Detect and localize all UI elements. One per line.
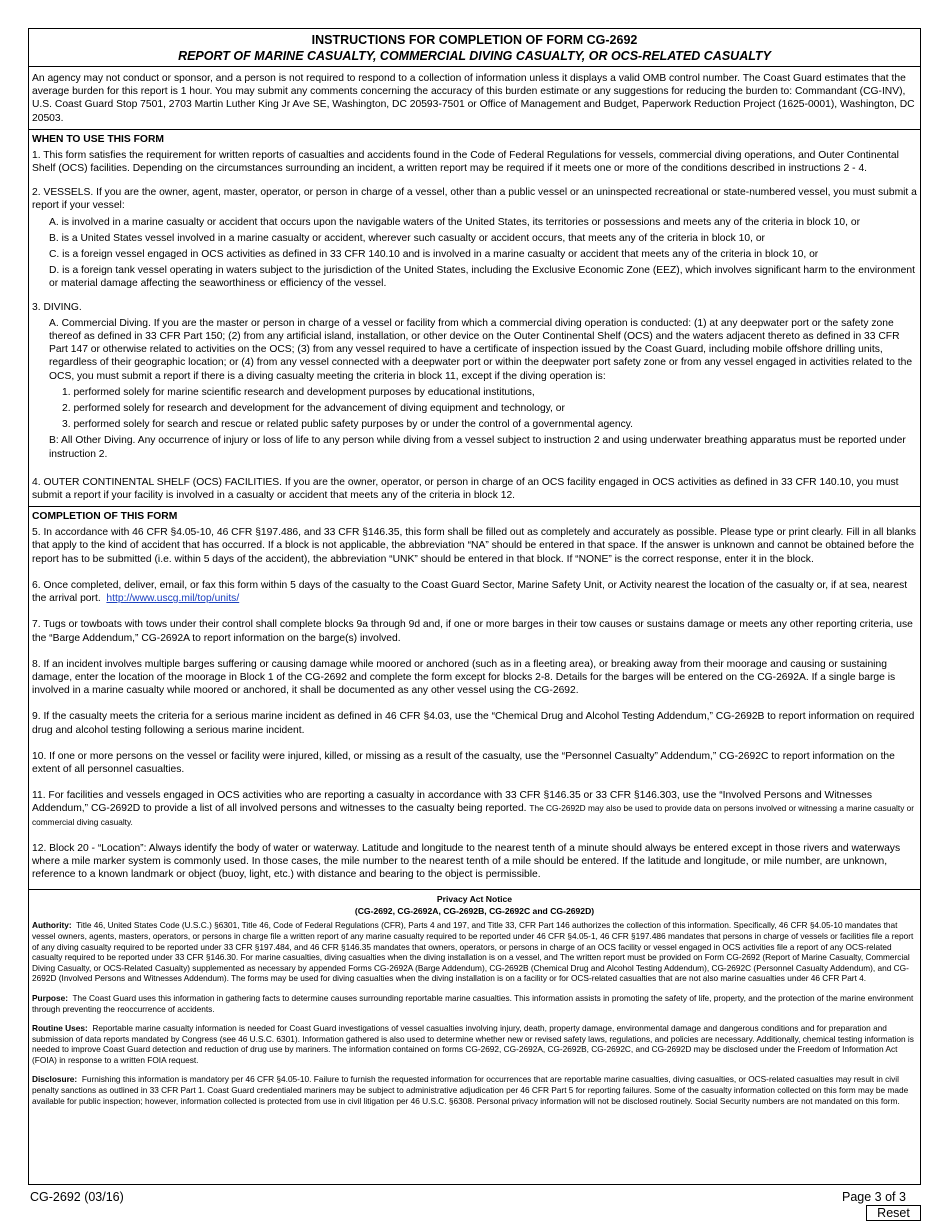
instruction-11-note: The CG-2692D may also be used to provide data on persons involved or witnessing a marine casualty or commercial diving casualty.	[32, 803, 915, 827]
form-subtitle: REPORT OF MARINE CASUALTY, COMMERCIAL DIVING CASUALTY, OR OCS-RELATED CASUALTY	[178, 49, 771, 63]
reset-button[interactable]: Reset	[866, 1205, 921, 1221]
privacy-title: Privacy Act Notice	[436, 894, 513, 905]
instruction-4: 4. OUTER CONTINENTAL SHELF (OCS) FACILITIES. If you are the owner, operator, or person in charge of an OCS facility engaged in OCS activities as defined in 33 CFR 140.10, you must submit a report if your facility is involved in a casualty or accident that meets any of the criteria in block 12.	[32, 476, 899, 502]
completion-section	[29, 507, 920, 890]
instruction-5: 5. In accordance with 46 CFR §4.05-10, 46 CFR §197.486, and 33 CFR §146.35, this form shall be filled out as completely and accurately as possible. Please type or print clearly. Fill in all blanks that apply to the kind of accident that has occurred. If a block is not applicable, the abbreviation “NA” should be entered in that space. If the answer is unknown and cannot be obtained before the report has to be submitted (i.e. within 5 days of the accident), the abbreviation “UNK” should be entered in that block. If “NONE” is the correct response, enter it in the block.	[32, 527, 917, 565]
instruction-11: 11. For facilities and vessels engaged in OCS activities who are reporting a casualty in accordance with 33 CFR §146.35 or 33 CFR §146.303, use the “Involved Persons and Witnesses Addendum,” CG-2692D to provide a list of all involved persons and witnesses to the casualty being reported. The CG-2692D may also be used to provide data on persons involved or witnessing a marine casualty or commercial diving casualty.	[32, 790, 915, 827]
units-link[interactable]: http://www.uscg.mil/top/units/	[106, 593, 240, 605]
when-section	[29, 130, 920, 507]
when-heading: WHEN TO USE THIS FORM	[32, 133, 164, 145]
instruction-10: 10. If one or more persons on the vessel or facility were injured, killed, or missing as a result of the casualty, use the “Personnel Casualty” Addendum,” CG-2692C to report information on the extent of all personnel casualties.	[32, 750, 895, 775]
instruction-6: 6. Once completed, deliver, email, or fax this form within 5 days of the casualty to the Coast Guard Sector, Marine Safety Unit, or Activity nearest the location of the casualty or, if at sea, nearest the arrival port. http://www.uscg.mil/top/units/	[32, 579, 908, 605]
instruction-12: 12. Block 20 - “Location”: Always identify the body of water or waterway. Latitude and longitude to the nearest tenth of a minute should always be entered except in those rivers and waterways where a mile marker system is commonly used. In those cases, the mile number to the nearest tenth of a mile should be entered. If the latitude and longitude, or mile number, are unknown, reference to a known landmark or object (buoy, light, etc.) with distance and bearing to the object is permissible.	[32, 842, 901, 881]
privacy-authority: Authority: Title 46, United States Code (U.S.C.) §6301, Title 46, Code of Federal Regulations (CFR), Parts 4 and 197, and Title 33, CFR Part 146 authorizes the collection of this information. Specifically, 46 CFR §4.05-10 mandates that vessel owners, agents, masters, operators, or persons in charge file a written report of any marine casualty required to be reported under 46 CFR §4.05-1, 46 CFR §197.486 mandates that persons in charge of vessels or facilities file a report of any diving casualty required to be reported under 33 CFR §197.484, and 46 CFR §146.35 mandates that owners, operators, or persons in charge of an OCS facility or vessel engaged in OCS activities file a report of any OCS-related casualty required to be reported under 33 CFR §146.30. For marine casualties, diving casualties when the diving installation is on a vessel, and The written report must be provided on Form CG-2692 (Report of Marine Casualty, Commercial Diving Casualty, or OCS-Related Casualty) supplemented as necessary by appended Forms CG-2692A (Barge Addendum), CG-2692B (Chemical Drug and Alcohol Testing Addendum), CG-2692C (Personnel Casualty Addendum), and CG-2692D (Involved Persons and Witnesses Addendum). The forms may be used for diving casualties when the diving installation is on a facility or for OCS-related casualties that are not also marine casualties under 46 CFR Part 4.	[32, 920, 914, 984]
instruction-3: 3. DIVING.	[32, 301, 82, 313]
form-header	[29, 29, 920, 67]
instruction-2-d: D. is a foreign tank vessel operating in waters subject to the jurisdiction of the United States, including the Exclusive Economic Zone (EEZ), which involves significant harm to the environment or material damage affecting the seaworthiness or efficiency of the vessel.	[49, 265, 915, 290]
instruction-3-a-2: 2. performed solely for research and development for the advancement of diving equipment and technology, or	[62, 403, 565, 415]
completion-heading: COMPLETION OF THIS FORM	[32, 511, 178, 523]
omb-notice: An agency may not conduct or sponsor, and a person is not required to respond to a collection of information unless it displays a valid OMB control number. The Coast Guard estimates that the average burden for this report is 1 hour. You may submit any comments concerning the accuracy of this burden estimate or any suggestions for reducing the burden to: Commandant (CG-INV), U.S. Coast Guard Stop 7501, 2703 Martin Luther King Jr Ave SE, Washington, DC 20593-7501 or Office of Management and Budget, Paperwork Reduction Project (1625-0001), Washington, DC 20503.	[29, 67, 920, 130]
privacy-disclosure: Disclosure: Furnishing this information is mandatory per 46 CFR §4.05-10. Failure to furnish the requested information for occurrences that are reportable marine casualties, diving casualties, or OCS-related casualties may result in civil penalty sanctions as outlined in 33 CFR Part 1. Coast Guard credentialed mariners may be subject to administrative adjudication per 46 CFR Part 5 for reporting failures. Some of the casualty information collected on this form may be made available for public inspection; however, information collected is protected from use in civil litigation per 46 U.S.C. §6308. Personal privacy information will not be disclosed routinely. Social Security numbers are not mandated on this form.	[32, 1074, 909, 1106]
instruction-2-b: B. is a United States vessel involved in a marine casualty or accident, wherever such casualty or accident occurs, that meets any of the criteria in block 10, or	[49, 232, 765, 244]
instruction-8: 8. If an incident involves multiple barges suffering or causing damage while moored or anchored (such as in a fleeting area), or breaking away from their moorage and causing or sustaining damage, enter the location of the moorage in Block 1 of the CG-2692 and complete the form except for blocks 2-8. Details for the barges will be entered on the CG-2692A. If a single barge is involved in a marine casualty while moored or anchored, it shall be documented as any other vessel using the CG-2692.	[32, 658, 896, 697]
form-title: INSTRUCTIONS FOR COMPLETION OF FORM CG-2692	[311, 33, 638, 47]
privacy-routine-uses: Routine Uses: Reportable marine casualty information is needed for Coast Guard investigations of vessel casualties involving injury, death, property damage, environmental damage and dangerous conditions and for preparation and submission of data reports mandated by Congress (see 46 U.S.C. 6301). Information gathered is also used to determine whether new or revised safety laws, regulations, and policies are necessary. Additionally, chemical testing information is needed to improve Coast Guard detection and reduction of drug use by mariners. The information contained on forms CG-2692, CG-2692A, CG-2692B, CG-2692C, and CG-2692D may be disclosed under the Freedom of Information Act (FOIA) in response to a written FOIA request.	[32, 1023, 914, 1065]
form-frame	[28, 28, 921, 1185]
instruction-3-a-1: 1. performed solely for marine scientific research and development purposes by educational institutions,	[62, 386, 535, 398]
instruction-2: 2. VESSELS. If you are the owner, agent, master, operator, or person in charge of a vessel, other than a public vessel or an uninspected recreational or state-numbered vessel, you must submit a report if your vessel:	[32, 187, 917, 212]
form-number: CG-2692 (03/16)	[30, 1190, 124, 1204]
instruction-3-a-3: 3. performed solely for search and rescue or related public safety purposes by or under the control of a governmental agency.	[62, 419, 634, 431]
privacy-act-notice	[29, 890, 920, 1106]
instruction-3-a: A. Commercial Diving. If you are the master or person in charge of a vessel or facility from which a commercial diving operation is conducted: (1) at any deepwater port or the safety zone thereof as defined in 33 CFR Part 150; (2) from any artificial island, installation, or other device on the Outer Continental Shelf (OCS) and the waters adjacent thereto as defined in 33 CFR Part 147 or otherwise related to activities on the OCS; (3) from any vessel required to have a certificate of inspection issued by the Coast Guard, including mobile offshore drilling units, regardless of their geographic location; or (4) from any vessel connected with a deepwater port or within the deepwater port safety zone or from any vessel engaged in activities related to the OCS, you must submit a report if there is a diving casualty meeting the criteria in block 11, except if the diving operation is:	[49, 317, 913, 382]
instruction-2-a: A. is involved in a marine casualty or accident that occurs upon the navigable waters of the United States, its territories or possessions and meets any of the criteria in block 10, or	[49, 216, 861, 228]
page-number: Page 3 of 3	[842, 1190, 906, 1204]
instruction-9: 9. If the casualty meets the criteria for a serious marine incident as defined in 46 CFR §4.03, use the “Chemical Drug and Alcohol Testing Addendum,” CG-2692B to report information on required drug and alcohol testing following a serious marine incident.	[32, 711, 915, 736]
instruction-3-b: B: All Other Diving. Any occurrence of injury or loss of life to any person while diving from a vessel subject to instruction 2 and using underwater breathing apparatus must be reported under instruction 2.	[49, 435, 906, 460]
privacy-purpose: Purpose: The Coast Guard uses this information in gathering facts to determine causes surrounding reportable marine casualties. This information assists in promoting the safety of life, property, and the protection of the marine environment through preventing the reoccurrence of accidents.	[32, 992, 914, 1014]
instruction-2-c: C. is a foreign vessel engaged in OCS activities as defined in 33 CFR 140.10 and is involved in a marine casualty or accident that meets any of the criteria in block 10, or	[49, 249, 819, 261]
instruction-7: 7. Tugs or towboats with tows under their control shall complete blocks 9a through 9d and, if one or more barges in their tow causes or sustains damage or meets any other reporting criteria, use the “Barge Addendum,” CG-2692A to report information on the barge(s) involved.	[32, 619, 913, 644]
instruction-1: 1. This form satisfies the requirement for written reports of casualties and accidents found in the Code of Federal Regulations for vessels, commercial diving operations, and Outer Continental Shelf (OCS) facilities. Depending on the circumstances surrounding an incident, a written report may be required if it meets one or more of the conditions described in instructions 2 - 4.	[32, 149, 899, 175]
privacy-forms: (CG-2692, CG-2692A, CG-2692B, CG-2692C and CG-2692D)	[354, 906, 595, 917]
